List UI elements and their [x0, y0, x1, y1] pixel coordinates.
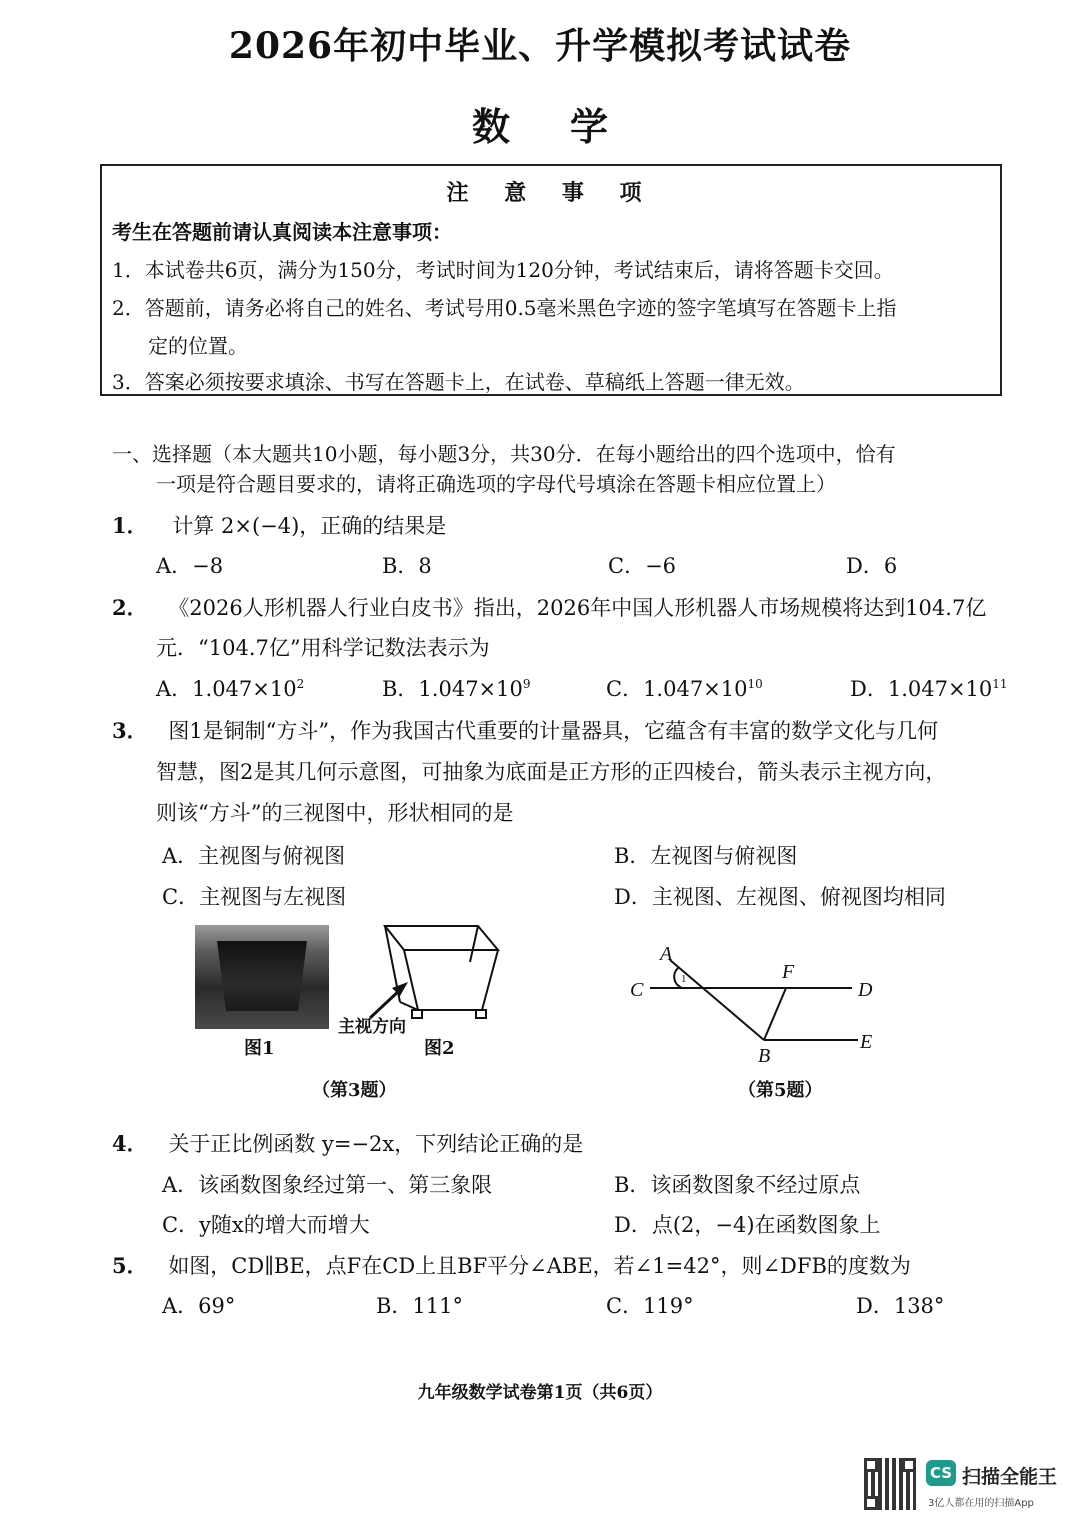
qr-code-icon	[864, 1458, 916, 1510]
q5-option-b: B．111°	[376, 1294, 464, 1318]
option-label: B．1.047×10	[382, 677, 523, 701]
point-label: F	[782, 961, 795, 983]
question-text-line2: 元．“104.7亿”用科学记数法表示为	[156, 636, 490, 660]
point-label: E	[860, 1031, 873, 1053]
notice-item: 1．本试卷共6页，满分为150分，考试时间为120分钟，考试结束后，请将答题卡交回。	[112, 258, 894, 282]
question-text: 《2026人形机器人行业白皮书》指出，2026年中国人形机器人市场规模将达到104.7亿	[168, 596, 987, 620]
q5-option-c: C．119°	[606, 1294, 694, 1318]
page-footer: 九年级数学试卷第1页（共6页）	[417, 1383, 663, 1403]
q1-option-d: D．6	[846, 554, 898, 578]
frustum-top	[385, 926, 498, 950]
q3-option-c: C．主视图与左视图	[162, 885, 347, 909]
question-4	[112, 1128, 583, 1158]
q2-option-c	[606, 673, 763, 703]
section-heading	[112, 438, 896, 467]
q1-option-a: A．−8	[156, 554, 224, 578]
fangdou-photo	[195, 925, 329, 1029]
question-2	[112, 592, 986, 622]
frustum-foot	[412, 1010, 422, 1018]
q1-option-b: B．8	[382, 554, 432, 578]
option-label: D．1.047×10	[850, 677, 993, 701]
q3-option-d: D．主视图、左视图、俯视图均相同	[614, 885, 946, 909]
fangdou-body	[217, 941, 307, 1011]
section-heading-line1: 一、选择题（本大题共10小题，每小题3分，共30分．在每小题给出的四个选项中，恰有	[112, 442, 896, 466]
question-text: 如图，CD∥BE，点F在CD上且BF平分∠ABE，若∠1=42°，则∠DFB的度数为	[168, 1254, 911, 1278]
question-number: 1．	[112, 513, 148, 538]
frustum-foot	[476, 1010, 486, 1018]
qr-finder	[902, 1458, 916, 1472]
segment-BF	[764, 988, 786, 1040]
exponent: 11	[992, 677, 1008, 691]
fig1-label: 图1	[244, 1038, 275, 1059]
camscanner-logo: CS	[926, 1460, 956, 1486]
exponent: 9	[522, 677, 531, 691]
question-text-line2: 智慧，图2是其几何示意图，可抽象为底面是正方形的正四棱台，箭头表示主视方向，	[156, 760, 947, 784]
point-label: D	[858, 979, 873, 1001]
question-text: 关于正比例函数 y=−2x，下列结论正确的是	[168, 1132, 584, 1156]
question-number: 3．	[112, 718, 148, 743]
point-label: C	[630, 979, 644, 1001]
notice-item: 定的位置。	[148, 334, 248, 358]
question-1	[112, 510, 446, 540]
question-text: 计算 2×(−4)，正确的结果是	[172, 514, 447, 538]
q2-option-d	[850, 673, 1008, 703]
qr-finder	[864, 1458, 878, 1472]
q4-option-d: D．点(2，−4)在函数图象上	[614, 1213, 881, 1237]
q5-option-d: D．138°	[856, 1294, 945, 1318]
q5-geometry-figure	[620, 940, 890, 1065]
notice-intro: 考生在答题前请认真阅读本注意事项：	[112, 220, 452, 244]
question-text: 图1是铜制“方斗”，作为我国古代重要的计量器具，它蕴含有丰富的数学文化与几何	[168, 719, 939, 743]
q2-option-b	[382, 673, 531, 703]
question-number: 4．	[112, 1131, 148, 1156]
qr-finder	[864, 1496, 878, 1510]
frustum-edge	[400, 1002, 418, 1010]
notice-title: 注 意 事 项	[446, 180, 656, 206]
exponent: 2	[296, 677, 305, 691]
q4-option-b: B．该函数图象不经过原点	[614, 1173, 861, 1197]
frustum-edge	[470, 926, 478, 962]
notice-item: 2．答题前，请务必将自己的姓名、考试号用0.5毫米黑色字迹的签字笔填写在答题卡上指	[112, 296, 897, 320]
option-label: A．1.047×10	[156, 677, 297, 701]
subject-title: 数学	[471, 104, 668, 149]
camscanner-name: 扫描全能王	[962, 1466, 1058, 1488]
q1-option-c: C．−6	[608, 554, 677, 578]
fig2-label: 图2	[424, 1038, 455, 1059]
option-label: C．1.047×10	[606, 677, 748, 701]
q3-option-a: A．主视图与俯视图	[162, 844, 346, 868]
point-label: B	[758, 1045, 771, 1065]
view-direction-label: 主视方向	[338, 1017, 406, 1037]
exam-title: 2026年初中毕业、升学模拟考试试卷	[228, 25, 852, 67]
frustum-edge	[404, 950, 418, 1010]
segment-AB	[670, 960, 764, 1040]
q4-option-a: A．该函数图象经过第一、第三象限	[162, 1173, 493, 1197]
question-5	[112, 1250, 911, 1280]
q5-option-a: A．69°	[162, 1294, 236, 1318]
notice-box	[100, 164, 1002, 396]
notice-item: 3．答案必须按要求填涂、书写在答题卡上，在试卷、草稿纸上答题一律无效。	[112, 370, 805, 394]
camscanner-tagline: 3亿人都在用的扫描App	[928, 1498, 1034, 1509]
question-3	[112, 715, 938, 745]
question-number: 5．	[112, 1253, 148, 1278]
angle-label: 1	[681, 973, 687, 985]
exponent: 10	[747, 677, 763, 691]
q5-caption: （第5题）	[738, 1080, 823, 1101]
question-text-line3: 则该“方斗”的三视图中，形状相同的是	[156, 801, 514, 825]
question-number: 2．	[112, 595, 148, 620]
point-label: A	[660, 943, 673, 965]
q2-option-a	[156, 673, 304, 703]
q3-caption: （第3题）	[312, 1080, 397, 1101]
q3-option-b: B．左视图与俯视图	[614, 844, 798, 868]
frustum-edge	[482, 950, 498, 1010]
section-heading-line2: 一项是符合题目要求的，请将正确选项的字母代号填涂在答题卡相应位置上）	[156, 472, 836, 496]
q4-option-c: C．y随x的增大而增大	[162, 1213, 370, 1237]
